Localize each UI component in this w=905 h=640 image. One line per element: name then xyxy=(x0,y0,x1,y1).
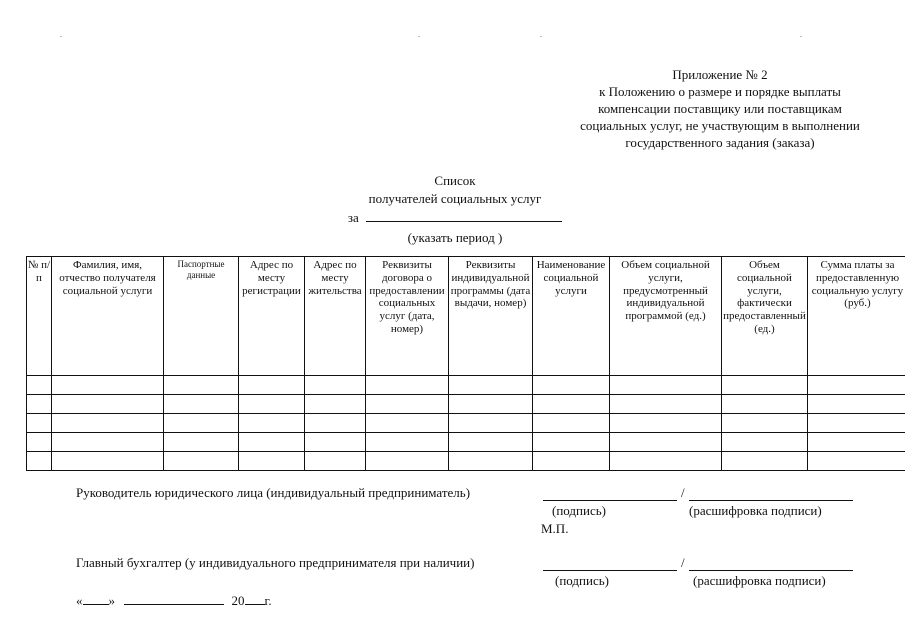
head-label: Руководитель юридического лица (индивидуальный предприниматель) xyxy=(76,485,471,500)
head-signature-hint: (подпись) xyxy=(552,503,606,518)
period-field[interactable] xyxy=(366,208,562,222)
col-header-program-details: Реквизиты индивидуальной программы (дата выдачи, номер) xyxy=(449,257,533,376)
col-header-contract-details: Реквизиты договора о предоставлении социальных услуг (дата, номер) xyxy=(366,257,449,376)
appendix-line: компенсации поставщику или поставщикам xyxy=(598,101,842,116)
appendix-line: Приложение № 2 xyxy=(672,67,768,82)
appendix-note xyxy=(540,66,900,151)
date-year-field[interactable] xyxy=(245,592,265,605)
head-decoding-hint: (расшифровка подписи) xyxy=(689,503,822,518)
document-title xyxy=(290,172,620,247)
table-header-row xyxy=(27,257,905,376)
stamp-place: М.П. xyxy=(541,521,569,536)
period-row xyxy=(290,208,620,227)
title-recipients: получателей социальных услуг xyxy=(368,191,542,206)
period-prefix: за xyxy=(347,210,359,225)
accountant-decoding-hint: (расшифровка подписи) xyxy=(693,573,826,588)
accountant-slash: / xyxy=(681,555,685,570)
table-row xyxy=(27,376,905,395)
date-year-suffix: г. xyxy=(264,593,272,608)
col-header-planned-volume: Объем социальной услуги, предусмотренный индивидуальной программой (ед.) xyxy=(610,257,722,376)
date-year-prefix: 20 xyxy=(231,593,245,608)
head-decoding-line[interactable] xyxy=(689,500,853,501)
date-month-field[interactable] xyxy=(124,592,224,605)
date-close-quote: » xyxy=(108,593,115,608)
col-header-residence-address: Адрес по месту жительства xyxy=(305,257,366,376)
date-day-field[interactable] xyxy=(83,592,109,605)
col-header-passport: Паспортные данные xyxy=(164,257,239,376)
table-row xyxy=(27,452,905,471)
appendix-line: к Положению о размере и порядке выплаты xyxy=(599,84,841,99)
recipients-table xyxy=(26,256,905,471)
appendix-line: государственного задания (заказа) xyxy=(625,135,815,150)
title-list: Список xyxy=(434,173,476,188)
accountant-signature-line[interactable] xyxy=(543,570,677,571)
head-signature-line[interactable] xyxy=(543,500,677,501)
date-row xyxy=(76,592,272,609)
table-row xyxy=(27,414,905,433)
scan-speck xyxy=(60,36,62,37)
table-row xyxy=(27,395,905,414)
col-header-payment-sum: Сумма платы за предоставленную социальную услугу (руб.) xyxy=(808,257,905,376)
date-open-quote: « xyxy=(76,593,83,608)
col-header-registration-address: Адрес по месту регистрации xyxy=(239,257,305,376)
accountant-decoding-line[interactable] xyxy=(689,570,853,571)
accountant-label: Главный бухгалтер (у индивидуального предпринимателя при наличии) xyxy=(76,555,475,570)
head-slash: / xyxy=(681,485,685,500)
scan-speck xyxy=(418,36,420,37)
scan-speck xyxy=(540,36,542,37)
col-header-actual-volume: Объем социальной услуги, фактически предоставленный (ед.) xyxy=(722,257,808,376)
table-row xyxy=(27,433,905,452)
col-header-number: № п/п xyxy=(27,257,52,376)
scan-speck xyxy=(800,36,802,37)
period-hint: (указать период ) xyxy=(407,230,503,245)
col-header-full-name: Фамилия, имя, отчество получателя социальной услуги xyxy=(52,257,164,376)
accountant-signature-hint: (подпись) xyxy=(555,573,609,588)
col-header-service-name: Наименование социальной услуги xyxy=(533,257,610,376)
appendix-line: социальных услуг, не участвующим в выполнении xyxy=(580,118,860,133)
